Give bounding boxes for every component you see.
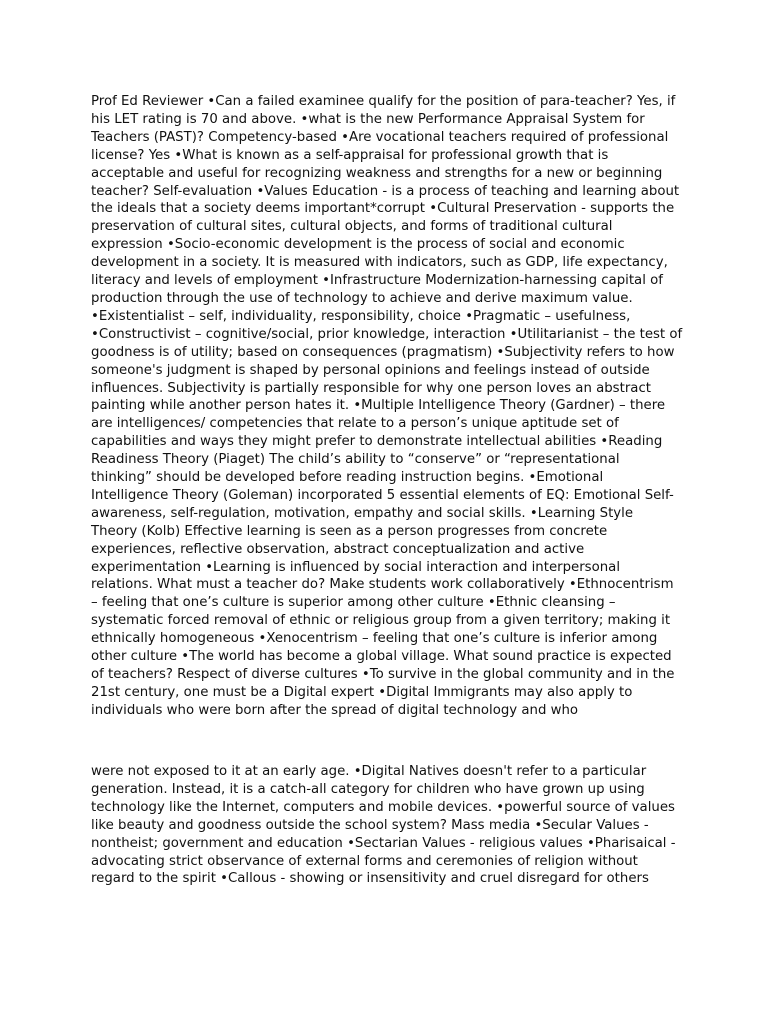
body-paragraph-1: Prof Ed Reviewer •Can a failed examinee qualify for the position of para-teacher? Yes, if his LET rating is 70 and above. •what is the new Performance Appraisal System for Teachers (PAST)? Competency-based •Are vocational teachers required of professional license? Yes •What is known as a self-appraisal for professional growth that is acceptable and useful for recognizing weakness and strengths for a new or beginning teacher? Self-evaluation •Values Education - is a process of teaching and learning about the ideals that a society deems important*corrupt •Cultural Preservation - supports the preservation of cultural sites, cultural objects, and forms of traditional cultural expression •Socio-economic development is the process of social and economic development in a society. It is measured with indicators, such as GDP, life expectancy, literacy and levels of employment •Infrastructure Modernization-harnessing capital of production through the use of technology to achieve and derive maximum value. •Existentialist – self, individuality, responsibility, choice •Pragmatic – usefulness, •Constructivist – cognitive/social, prior knowledge, interaction •Utilitarianist – the test of goodness is of utility; based on consequences (pragmatism) •Subjectivity refers to how someone's judgment is shaped by personal opinions and feelings instead of outside influences. Subjectivity is partially responsible for why one person loves an abstract painting while another person hates it. •Multiple Intelligence Theory (Gardner) – there are intelligences/ competencies that relate to a person’s unique aptitude set of capabilities and ways they might prefer to demonstrate intellectual abilities •Reading Readiness Theory (Piaget) The child’s ability to “conserve” or “representational thinking” should be developed before reading instruction begins. •Emotional Intelligence Theory (Goleman) incorporated 5 essential elements of EQ: Emotional Self-awareness, self-regulation, motivation, empathy and social skills. •Learning Style Theory (Kolb) Effective learning is seen as a person progresses from concrete experiences, reflective observation, abstract conceptualization and active experimentation •Learning is influenced by social interaction and interpersonal relations. What must a teacher do? Make students work collaboratively •Ethnocentrism – feeling that one’s culture is superior among other culture •Ethnic cleansing – systematic forced removal of ethnic or religious group from a given territory; making it ethnically homogeneous •Xenocentrism – feeling that one’s culture is inferior among other culture •The world has become a global village. What sound practice is expected of teachers? Respect of diverse cultures •To survive in the global community and in the 21st century, one must be a Digital expert •Digital Immigrants may also apply to individuals who were born after the spread of digital technology and who <box>91 94 683 718</box>
body-paragraph-2: were not exposed to it at an early age. •Digital Natives doesn't refer to a particular generation. Instead, it is a catch-all category for children who have grown up using technology like the Internet, computers and mobile devices. •powerful source of values like beauty and goodness outside the school system? Mass media •Secular Values - nontheist; government and education •Sectarian Values - religious values •Pharisaical - advocating strict observance of external forms and ceremonies of religion without regard to the spirit •Callous - showing or insensitivity and cruel disregard for others <box>91 764 676 887</box>
